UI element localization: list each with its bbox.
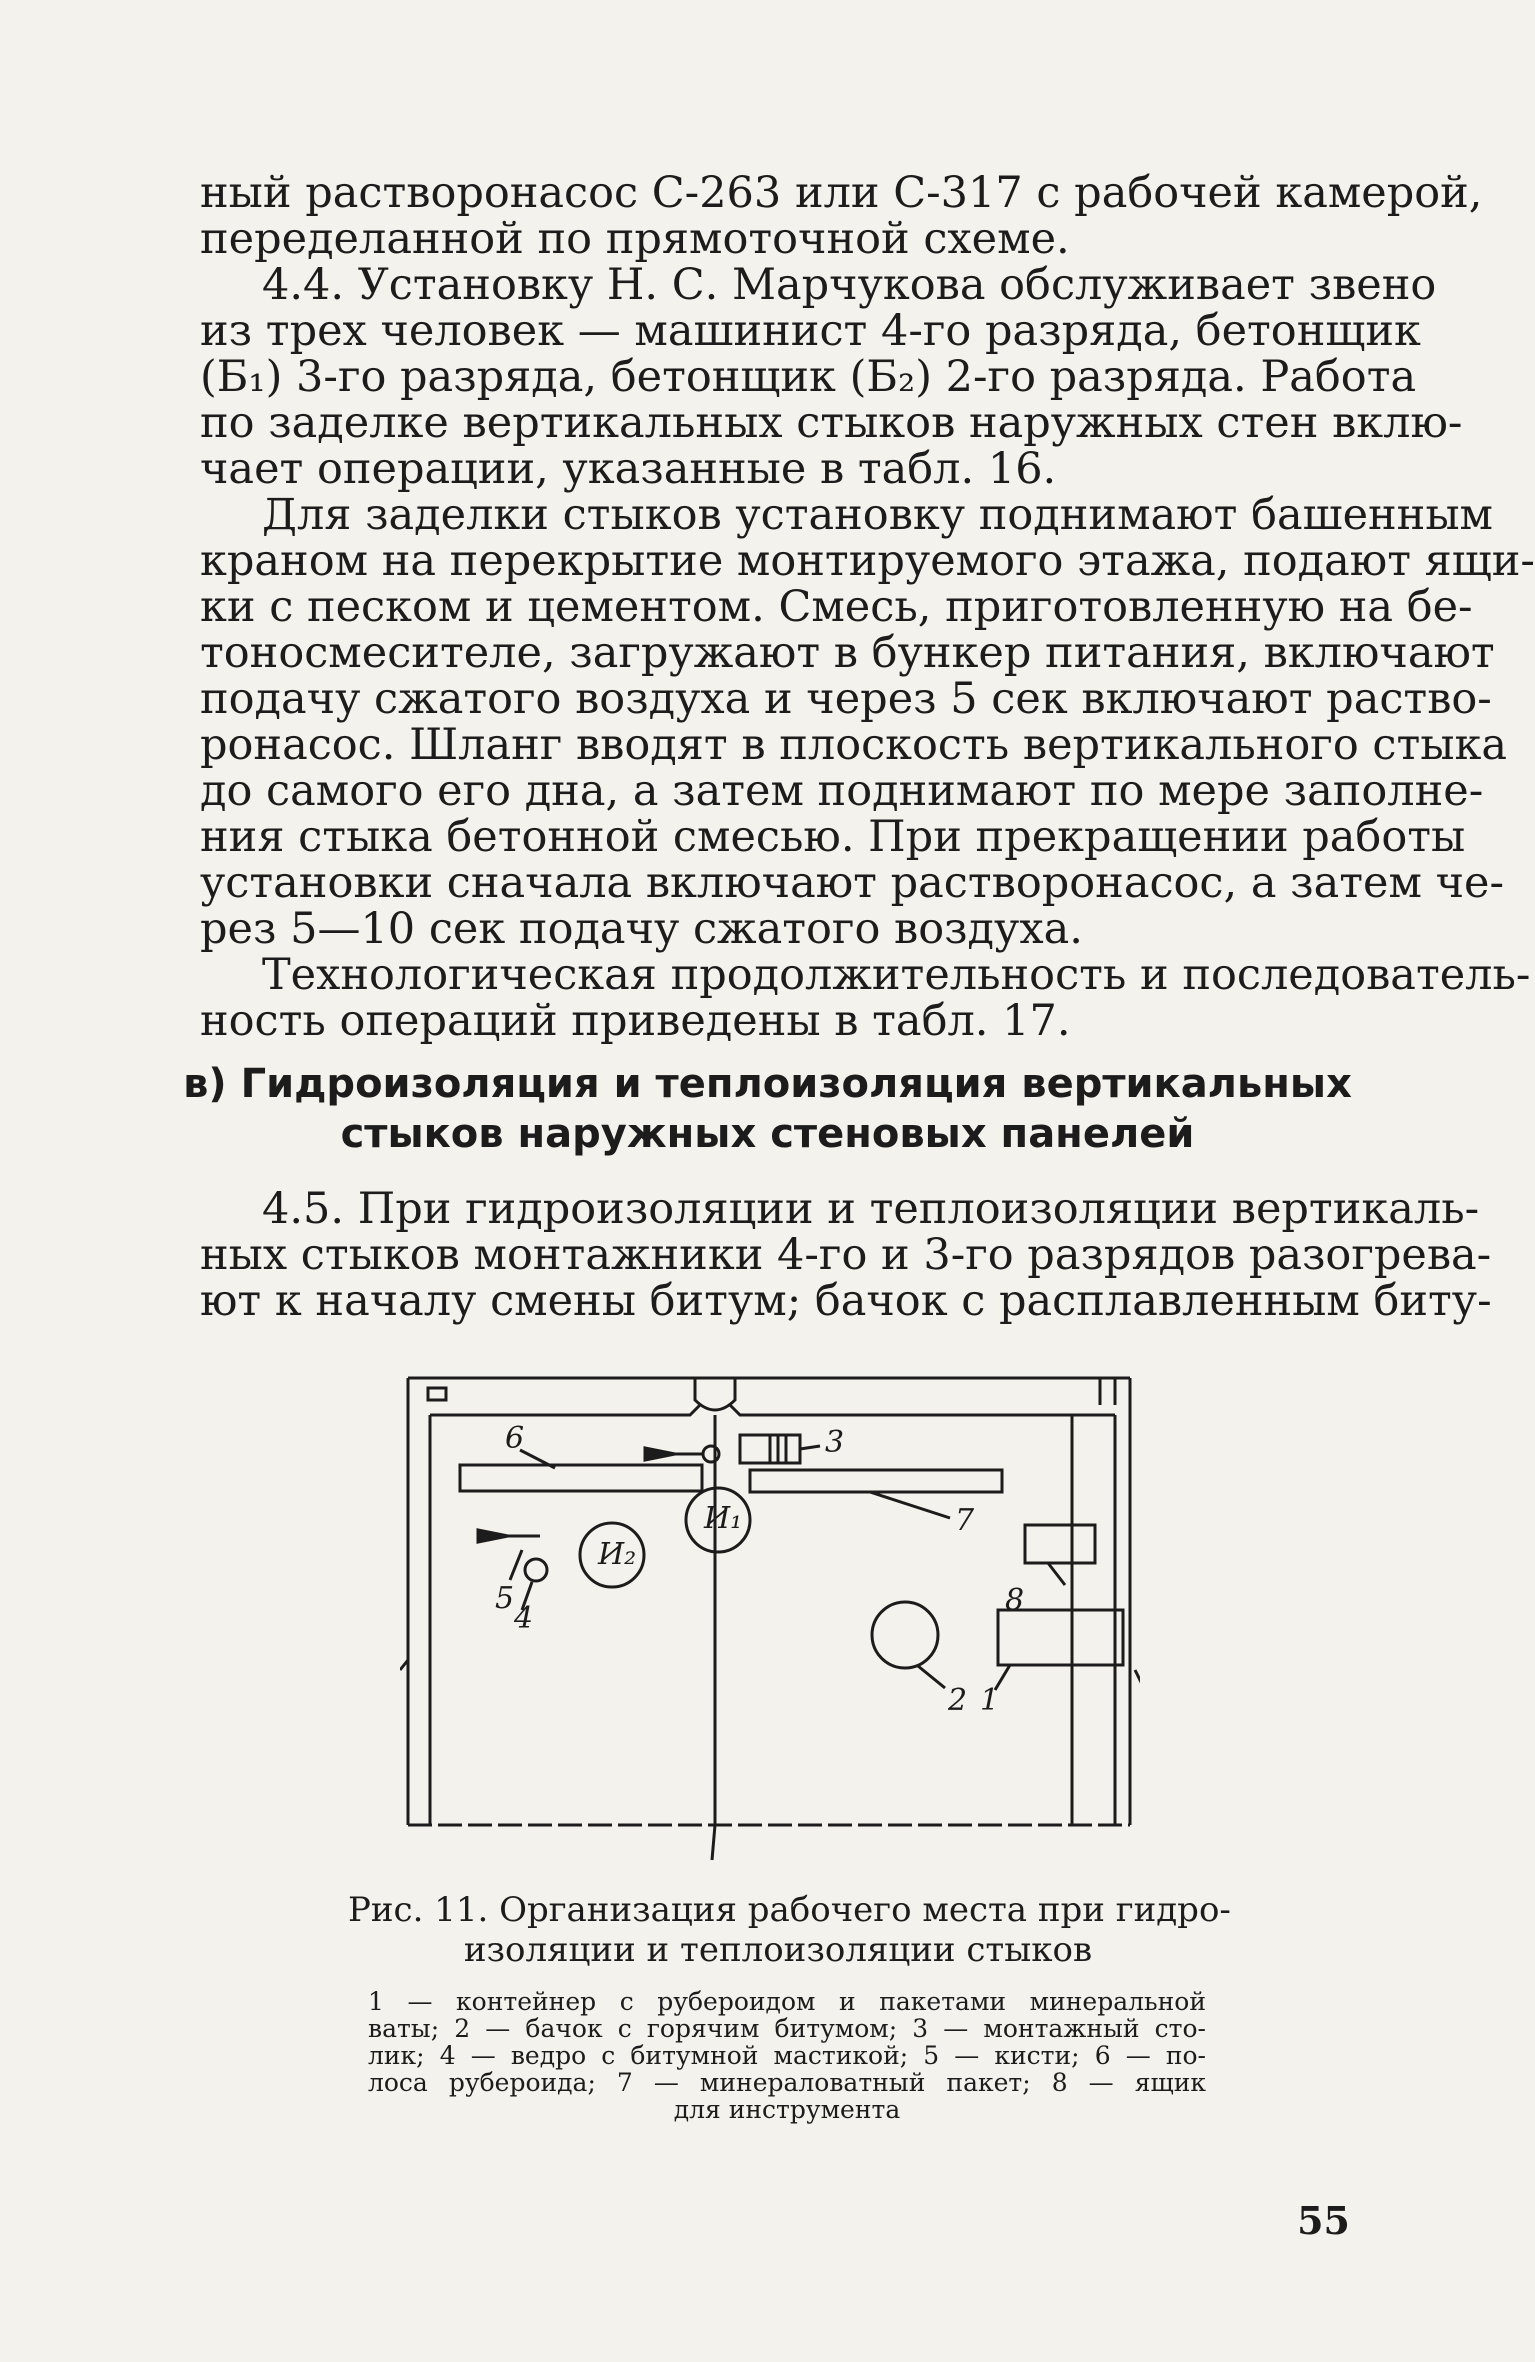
label-4: 4 (514, 1601, 534, 1636)
figure-legend-line: 1 — контейнер с рубероидом и пакетами минеральной (368, 1987, 1206, 2016)
tool-box (1025, 1525, 1095, 1563)
label-worker-1: И₁ (704, 1501, 743, 1536)
mineral-wool-pack (750, 1470, 1002, 1492)
body-line: Технологическая продолжительность и последователь- (262, 950, 1531, 1000)
figure-caption-line: изоляции и теплоизоляции стыков (463, 1930, 1093, 1970)
body-line: чает операции, указанные в табл. 16. (200, 444, 1057, 494)
body-line: ронасос. Шланг вводят в плоскость вертикального стыка (200, 720, 1507, 770)
label-worker-2: И₂ (598, 1537, 637, 1572)
label-6: 6 (505, 1421, 525, 1456)
bitumen-tank (872, 1602, 938, 1668)
body-line: до самого его дна, а затем поднимают по мере заполне- (200, 766, 1484, 816)
left-break-mark (400, 1660, 408, 1680)
bucket-mastic (525, 1559, 547, 1581)
leader-7 (870, 1492, 950, 1518)
body-line: рез 5—10 сек подачу сжатого воздуха. (200, 904, 1083, 954)
body-line: краном на перекрытие монтируемого этажа, подают ящи- (200, 536, 1535, 586)
label-7: 7 (955, 1503, 975, 1538)
body-line: ность операций приведены в табл. 17. (200, 996, 1071, 1046)
body-line: ный растворонасос С-263 или С-317 с рабочей камерой, (200, 168, 1483, 218)
joint-left-marker (428, 1388, 446, 1400)
label-5: 5 (495, 1581, 515, 1616)
body-line: тоносмесителе, загружают в бункер питания, включают (200, 628, 1495, 678)
body-line: переделанной по прямоточной схеме. (200, 214, 1070, 264)
body-line: подачу сжатого воздуха и через 5 сек включают раство- (200, 674, 1492, 724)
label-1: 1 (980, 1683, 1000, 1718)
section-heading-line: в) Гидроизоляция и теплоизоляция вертикальных (183, 1061, 1352, 1107)
figure-legend-line: ваты; 2 — бачок с горячим битумом; 3 — монтажный сто- (368, 2014, 1206, 2043)
body-line: ки с песком и цементом. Смесь, приготовленную на бе- (200, 582, 1473, 632)
label-2: 2 (948, 1683, 968, 1718)
figure-legend-line: для инструмента (673, 2095, 901, 2124)
workplace-diagram (400, 1370, 1140, 1870)
figure-caption-line: Рис. 11. Организация рабочего места при гидро- (348, 1890, 1231, 1930)
right-break-mark (1135, 1670, 1140, 1690)
leader-2 (918, 1666, 945, 1688)
body-line: установки сначала включают растворонасос, а затем че- (200, 858, 1505, 908)
body-line: по заделке вертикальных стыков наружных стен вклю- (200, 398, 1463, 448)
label-3: 3 (825, 1425, 845, 1460)
leader-3 (800, 1446, 820, 1449)
container (998, 1610, 1123, 1665)
small-circle-top (703, 1446, 719, 1462)
label-8: 8 (1005, 1583, 1025, 1618)
body-line: 4.4. Установку Н. С. Марчукова обслуживает звено (262, 260, 1437, 310)
workplace-diagram-svg (400, 1370, 1140, 1870)
panel-bottom-edge (430, 1405, 1115, 1415)
body-line: (Б₁) 3-го разряда, бетонщик (Б₂) 2-го разряда. Работа (200, 352, 1417, 402)
body-line: ния стыка бетонной смесью. При прекращении работы (200, 812, 1466, 862)
leader-5 (510, 1550, 522, 1580)
body-line: из трех человек — машинист 4-го разряда, бетонщик (200, 306, 1421, 356)
section-line: 4.5. При гидроизоляции и теплоизоляции вертикаль- (262, 1184, 1480, 1234)
brush-top-icon (645, 1448, 675, 1460)
body-line: Для заделки стыков установку поднимают башенным (262, 490, 1494, 540)
joint-right-marker (1100, 1378, 1115, 1405)
ruberoid-strip (460, 1465, 702, 1491)
section-line: ных стыков монтажники 4-го и 3-го разрядов разогрева- (200, 1230, 1492, 1280)
brushes-icon (478, 1530, 508, 1542)
figure-legend-line: лик; 4 — ведро с битумной мастикой; 5 — кисти; 6 — по- (368, 2041, 1206, 2070)
page-number: 55 (1297, 2198, 1350, 2243)
section-line: ют к началу смены битум; бачок с расплавленным биту- (200, 1276, 1492, 1326)
figure-legend-line: лоса рубероида; 7 — минераловатный пакет; 8 — ящик (368, 2068, 1206, 2097)
vertical-joint-center (695, 1378, 735, 1410)
section-heading-line: стыков наружных стеновых панелей (340, 1111, 1195, 1157)
center-partition-break (712, 1825, 715, 1860)
leader-8 (1048, 1563, 1065, 1585)
